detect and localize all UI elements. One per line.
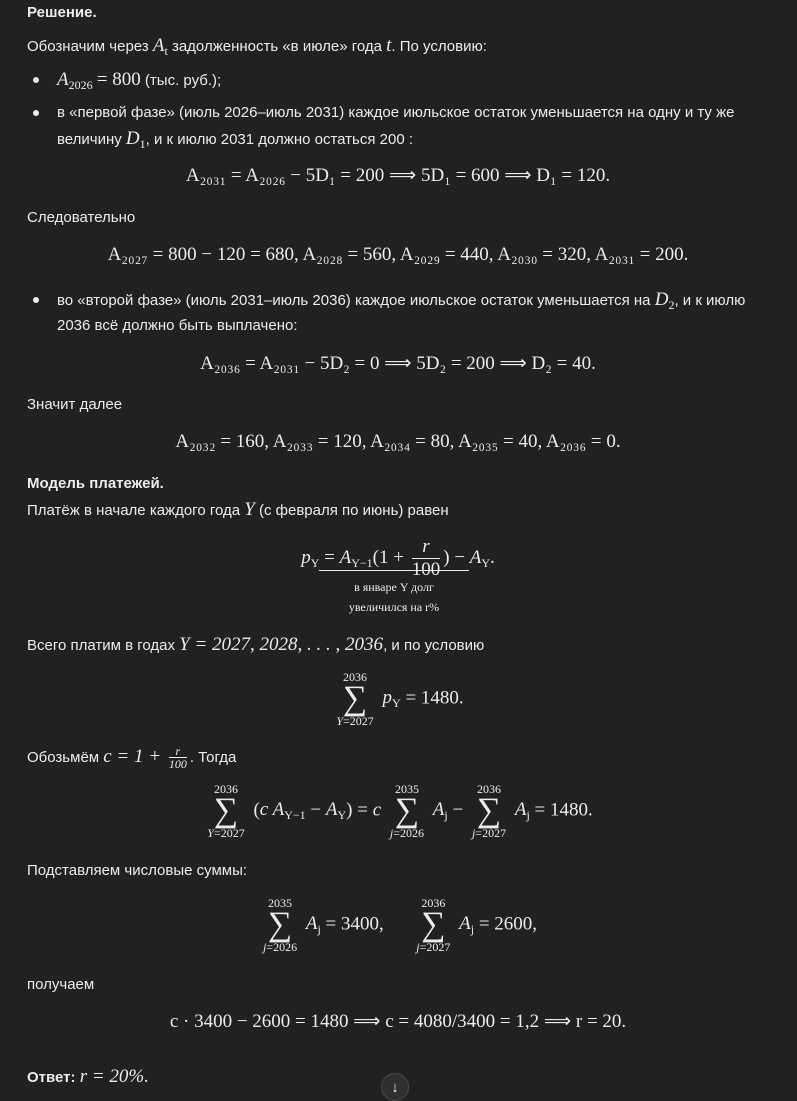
text-substitute: Подставляем числовые суммы: [27,862,248,879]
equation-phase1: A₂₀₃₁ = A₂₀₂₆ − 5D₁ = 200 ⟹ 5D₁ = 600 ⟹ D₁ = 120. [185,165,611,186]
equation-phase2: A₂₀₃₆ = A₂₀₃₁ − 5D₂ = 0 ⟹ 5D₂ = 200 ⟹ D₂ = 40. [200,353,596,374]
equation-total-sum: 2036 ∑ Y=2027 $p_Y = 1480$. [336,670,464,728]
equation-phase2-values: A₂₀₃₂ = 160, A₂₀₃₃ = 120, A₂₀₃₄ = 80, A₂₀₃₅ = 40, A₂₀₃₆ = 0. [175,431,621,452]
total-paragraph: Всего платим в годах Y = 2027, 2028, . . . , 2036, и по условию [27,634,485,655]
payment-formula: $p_Y = A_{Y-1}(1$ + $\frac{r}{100}$ ) − $A_Y$. [301,536,495,580]
bullet-phase2-line1: во «второй фазе» (июль 2031–июль 2036) каждое июльское остаток уменьшается на $D_2$, и к июлю [57,289,746,312]
bullet-dot [33,297,39,303]
text-consequently: Следовательно [27,209,136,226]
bullet-phase1-line1: в «первой фазе» (июль 2026–июль 2031) каждое июльское остаток уменьшается на одну и ту же [57,104,735,121]
bullet-initial-debt: $A_{2026} = 800$ (тыс. руб.); [57,69,222,92]
text-get: получаем [27,976,95,993]
text-further: Значит далее [27,396,123,413]
bullet-dot [33,110,39,116]
answer-line: Ответ: r = 20%. [27,1066,149,1087]
bullet-phase2-line2: 2036 всё должно быть выплачено: [57,317,298,334]
brace-note-line2: увеличился на r% [348,600,440,614]
solution-heading: Решение. [27,4,97,21]
denote-paragraph: Обозьмём c = 1 + $\frac{r}{100}$ . Тогда [27,744,237,772]
arrow-down-icon: ↓ [391,1078,399,1096]
brace-note-line1: в январе Y долг [354,580,434,594]
intro-paragraph: Обозначим через $A_t$ задолженность «в июле» года t. По условию: [27,35,487,58]
bullet-dot [33,77,39,83]
equation-phase1-values: A₂₀₂₇ = 800 − 120 = 680, A₂₀₂₈ = 560, A₂₀₂₉ = 440, A₂₀₃₀ = 320, A₂₀₃₁ = 200. [107,244,689,265]
equation-final: c · 3400 − 2600 = 1480 ⟹ c = 4080/3400 = 1,2 ⟹ r = 20. [169,1011,627,1032]
payment-paragraph: Платёж в начале каждого года Y (с февраля по июнь) равен [27,499,449,520]
equation-expanded-sum: 2036 ∑ Y=2027 (c $A_{Y-1} - A_Y) = c$ 2035 ∑ j=2026 $A_j$ − 2036 ∑ j=2027 $A_j = 1480$. [207,782,593,840]
underbrace [319,570,469,577]
bullet-phase1-line2: величину $D_1$, и к июлю 2031 должно остаться 200 : [57,128,414,151]
equation-numeric-sums: 2035 ∑ j=2026 $A_j = 3400$, 2036 ∑ j=2027 $A_j = 2600$, [262,896,538,954]
model-heading: Модель платежей. [27,475,164,492]
